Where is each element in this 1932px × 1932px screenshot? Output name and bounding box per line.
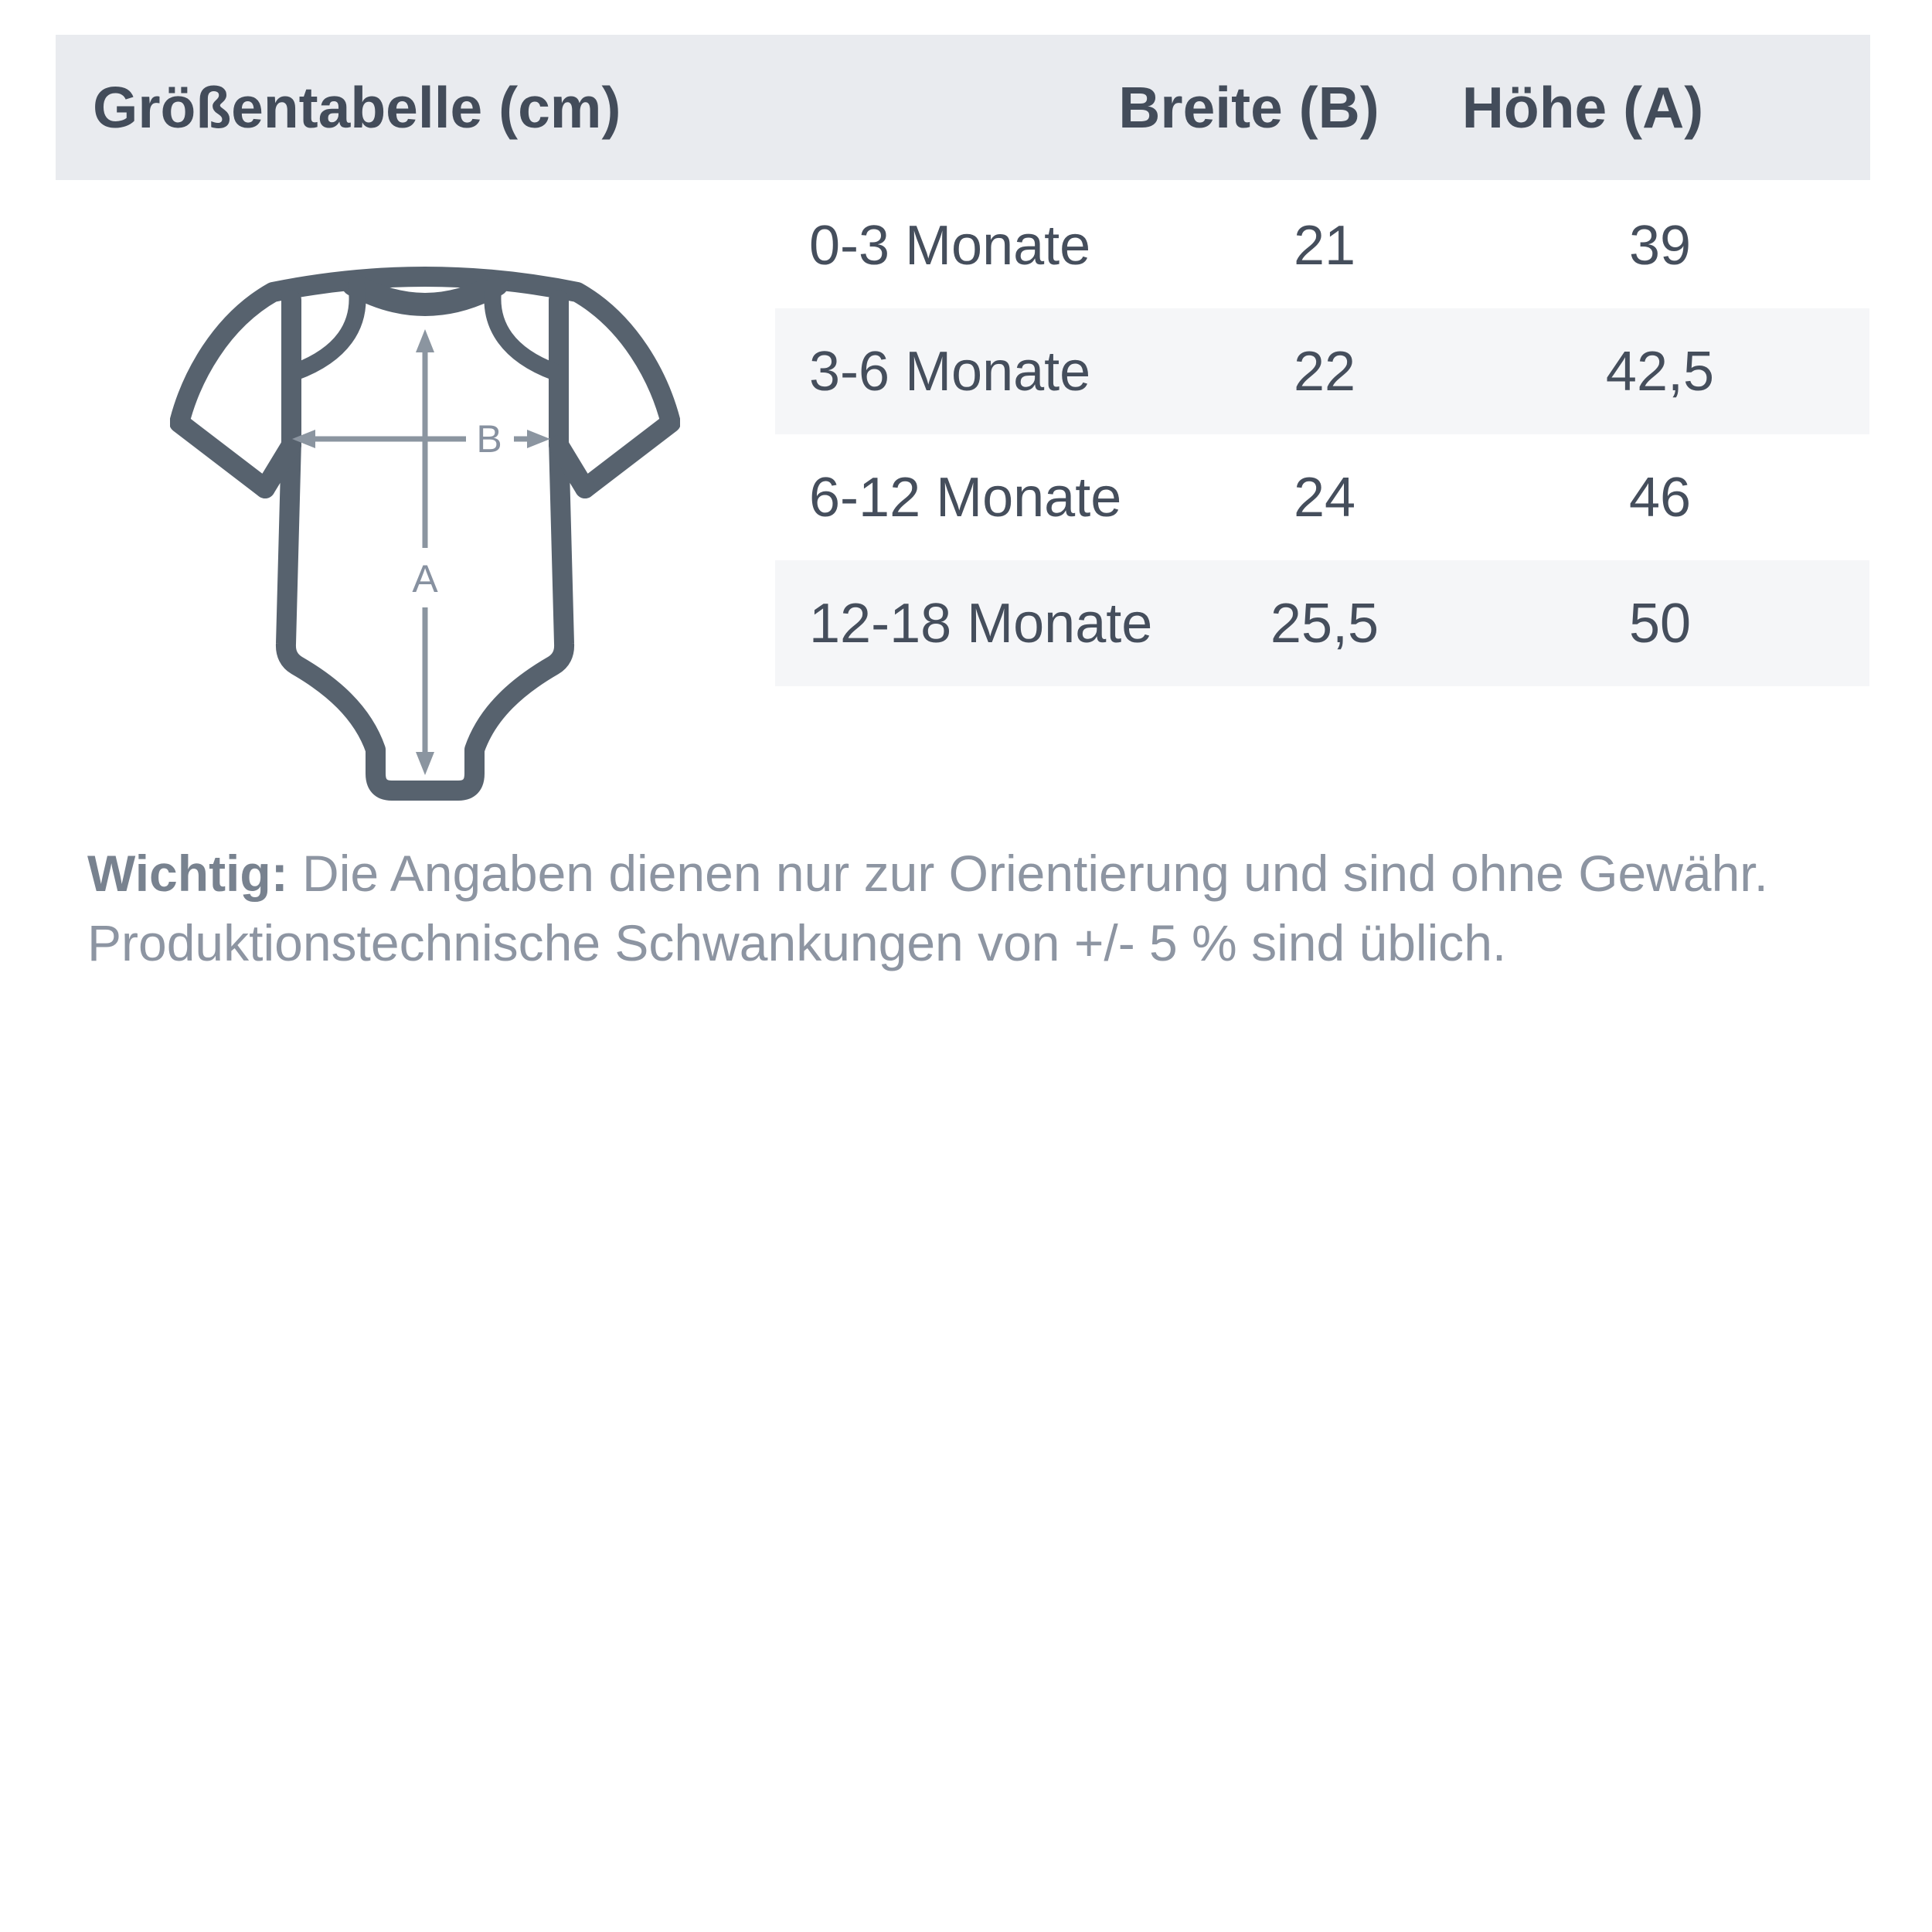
baby-bodysuit-diagram (170, 261, 680, 802)
bodysuit-neckband (353, 284, 497, 304)
disclaimer-line1: Die Angaben dienen nur zur Orientierung und sind ohne Gewähr. (302, 845, 1768, 902)
table-row (775, 182, 1869, 308)
size-label: 6-12 Monate (809, 466, 1122, 529)
width-value: 24 (1293, 466, 1356, 529)
table-row (775, 560, 1869, 686)
disclaimer-line2: Produktionstechnische Schwankungen von +/- 5 % sind üblich. (87, 914, 1507, 971)
disclaimer-label: Wichtig: (87, 845, 288, 902)
height-value: 50 (1628, 592, 1692, 655)
height-value: 39 (1628, 214, 1692, 277)
table-row (775, 434, 1869, 560)
column-header-width: Breite (B) (1118, 75, 1379, 140)
disclaimer-text (87, 838, 1865, 978)
table-header (56, 35, 1870, 180)
size-label: 3-6 Monate (809, 340, 1091, 403)
size-label: 12-18 Monate (809, 592, 1153, 655)
width-value: 25,5 (1270, 592, 1379, 655)
page-title: Größentabelle (cm) (93, 75, 621, 140)
width-label-b: B (476, 417, 502, 461)
height-label-a: A (412, 557, 438, 600)
size-label: 0-3 Monate (809, 214, 1091, 277)
width-value: 21 (1293, 214, 1356, 277)
height-value: 46 (1628, 466, 1692, 529)
table-row (775, 308, 1869, 434)
column-header-height: Höhe (A) (1461, 75, 1704, 140)
width-arrow-b (292, 430, 550, 448)
height-arrow-a (416, 329, 434, 775)
width-value: 22 (1293, 340, 1356, 403)
height-value: 42,5 (1605, 340, 1715, 403)
